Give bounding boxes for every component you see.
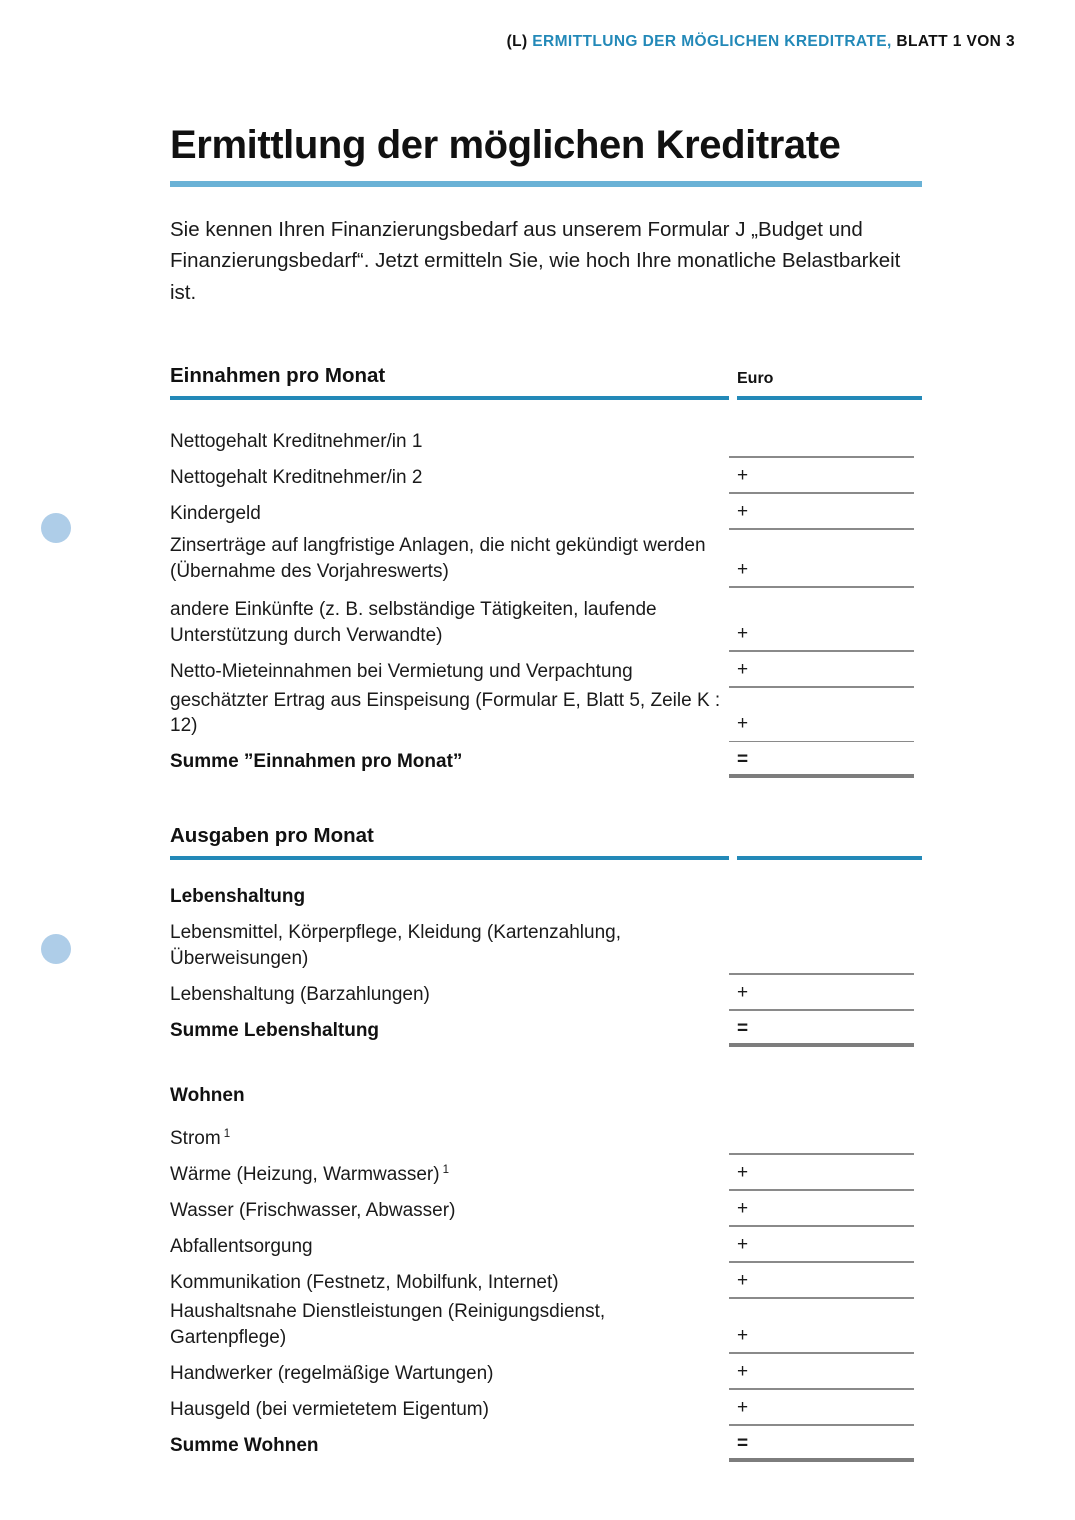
row-input-line[interactable] — [729, 973, 914, 975]
row-operator: + — [737, 558, 749, 580]
table-row — [170, 1155, 922, 1191]
row-input-line[interactable] — [729, 1424, 914, 1426]
row-operator: = — [737, 1432, 749, 1454]
row-label: Kindergeld — [170, 502, 261, 524]
row-value-field[interactable] — [729, 460, 922, 494]
row-input-line[interactable] — [729, 528, 914, 530]
income-section-rule — [170, 396, 922, 400]
row-input-line[interactable] — [729, 456, 914, 458]
table-row — [170, 652, 922, 688]
row-value-field[interactable] — [729, 744, 922, 778]
row-operator: + — [737, 1269, 749, 1291]
row-input-line[interactable] — [729, 650, 914, 652]
row-input-line[interactable] — [729, 586, 914, 588]
punch-hole-icon — [41, 513, 71, 543]
footnote-marker: 1 — [442, 1163, 449, 1176]
expense-group-lebenshaltung — [170, 882, 922, 1047]
row-operator: + — [737, 500, 749, 522]
row-value-field[interactable] — [729, 654, 922, 688]
row-label: Wasser (Frischwasser, Abwasser) — [170, 1200, 456, 1222]
row-input-line[interactable] — [729, 1225, 914, 1227]
row-label: Nettogehalt Kreditnehmer/in 2 — [170, 466, 423, 488]
row-input-line[interactable] — [729, 741, 914, 743]
row-value-field[interactable] — [729, 941, 922, 975]
table-row — [170, 458, 922, 494]
row-value-field[interactable] — [729, 496, 922, 530]
row-label: Nettogehalt Kreditnehmer/in 1 — [170, 430, 423, 452]
row-value-field[interactable] — [729, 1121, 922, 1155]
table-row — [170, 1354, 922, 1390]
row-label: Handwerker (regelmäßige Wartungen) — [170, 1362, 494, 1384]
row-label: Lebenshaltung (Barzahlungen) — [170, 984, 430, 1006]
table-row — [170, 688, 922, 743]
income-total-row — [170, 742, 922, 778]
row-label: Abfallentsorgung — [170, 1236, 313, 1258]
income-section-title: Einnahmen pro Monat — [170, 363, 386, 387]
expense-group-wohnen — [170, 1081, 922, 1462]
page-content — [170, 0, 922, 1462]
row-input-line[interactable] — [729, 1297, 914, 1299]
row-value-field[interactable] — [729, 708, 922, 742]
row-value-field[interactable] — [729, 1392, 922, 1426]
row-input-line[interactable] — [729, 1388, 914, 1390]
rule-left-segment — [170, 396, 729, 400]
table-row — [170, 1299, 922, 1354]
rule-left-segment — [170, 856, 729, 860]
row-input-line[interactable] — [729, 1009, 914, 1011]
row-label: Zinserträge auf langfristige Anlagen, die nicht gekündigt werden (Übernahme des Vorjahreswerts) — [170, 535, 706, 582]
row-value-field[interactable] — [729, 424, 922, 458]
expense-section-title: Ausgaben pro Monat — [170, 824, 374, 848]
table-row — [170, 920, 922, 975]
row-operator: + — [737, 464, 749, 486]
table-row — [170, 975, 922, 1011]
row-label-text: Strom — [170, 1128, 221, 1150]
row-label-text: Wärme (Heizung, Warmwasser) — [170, 1164, 440, 1186]
row-operator: + — [737, 1233, 749, 1255]
row-input-line[interactable] — [729, 1458, 914, 1462]
row-operator: + — [737, 1161, 749, 1183]
row-operator: = — [737, 749, 749, 771]
income-currency-header: Euro — [737, 369, 774, 387]
table-row — [170, 1263, 922, 1299]
row-label: Netto-Mieteinnahmen bei Vermietung und Verpachtung — [170, 660, 633, 682]
row-value-field[interactable] — [729, 1428, 922, 1462]
row-operator: + — [737, 1324, 749, 1346]
table-row — [170, 1227, 922, 1263]
row-label: Summe ”Einnahmen pro Monat” — [170, 751, 463, 773]
row-input-line[interactable] — [729, 492, 914, 494]
row-input-line[interactable] — [729, 1153, 914, 1155]
table-row — [170, 422, 922, 458]
row-value-field[interactable] — [729, 1356, 922, 1390]
row-value-field[interactable] — [729, 1013, 922, 1047]
row-label — [170, 1126, 729, 1155]
rule-gap — [729, 856, 737, 860]
row-value-field[interactable] — [729, 618, 922, 652]
income-section — [170, 364, 922, 779]
row-label: Haushaltsnahe Dienstleistungen (Reinigungsdienst, Gartenpflege) — [170, 1300, 606, 1348]
row-label: Summe Lebenshaltung — [170, 1020, 380, 1042]
row-input-line[interactable] — [729, 774, 914, 778]
expense-section — [170, 824, 922, 1461]
row-operator: + — [737, 622, 749, 644]
row-label: Hausgeld (bei vermietetem Eigentum) — [170, 1398, 489, 1420]
running-head-code: (L) — [506, 33, 528, 50]
row-label: geschätzter Ertrag aus Einspeisung (Formular E, Blatt 5, Zeile K : 12) — [170, 689, 721, 737]
row-input-line[interactable] — [729, 1043, 914, 1047]
expense-section-header — [170, 824, 922, 848]
rule-right-segment — [737, 396, 922, 400]
intro-paragraph: Sie kennen Ihren Finanzierungsbedarf aus unserem Formular J „Budget und Finanzierungsbedarf“. Jetzt ermitteln Sie, wie hoch Ihre monatliche Belastbarkeit ist. — [170, 218, 901, 304]
table-row — [170, 1191, 922, 1227]
row-input-line[interactable] — [729, 1352, 914, 1354]
rule-gap — [729, 396, 737, 400]
punch-hole-icon — [41, 934, 71, 964]
income-section-header — [170, 364, 922, 388]
row-value-field[interactable] — [729, 554, 922, 588]
group-title: Lebenshaltung — [170, 886, 306, 908]
rule-right-segment — [737, 856, 922, 860]
table-row — [170, 1119, 922, 1155]
row-operator: + — [737, 1396, 749, 1418]
row-value-field[interactable] — [729, 1193, 922, 1227]
table-row — [170, 530, 922, 588]
row-input-line[interactable] — [729, 1189, 914, 1191]
row-input-line[interactable] — [729, 686, 914, 688]
row-operator: = — [737, 1017, 749, 1039]
running-head-sheet: BLATT 1 VON 3 — [896, 33, 1015, 50]
row-value-field[interactable] — [729, 1229, 922, 1263]
running-head-title: ERMITTLUNG DER MÖGLICHEN KREDITRATE, — [532, 33, 892, 50]
row-label: Kommunikation (Festnetz, Mobilfunk, Internet) — [170, 1272, 559, 1294]
row-label — [170, 1162, 729, 1191]
row-value-field[interactable] — [729, 977, 922, 1011]
table-row — [170, 494, 922, 530]
footnote-marker: 1 — [223, 1127, 231, 1140]
row-value-field[interactable] — [729, 1157, 922, 1191]
row-value-field[interactable] — [729, 1265, 922, 1299]
row-operator: + — [737, 981, 749, 1003]
row-label: Summe Wohnen — [170, 1434, 319, 1456]
page-title: Ermittlung der möglichen Kreditrate — [170, 123, 841, 167]
table-row — [170, 1390, 922, 1426]
row-operator: + — [737, 658, 749, 680]
lebenshaltung-total-row — [170, 1011, 922, 1047]
group-title: Wohnen — [170, 1084, 245, 1106]
row-operator: + — [737, 1197, 749, 1219]
table-row — [170, 588, 922, 652]
row-operator: + — [737, 713, 749, 735]
row-input-line[interactable] — [729, 1261, 914, 1263]
expense-section-rule — [170, 856, 922, 860]
wohnen-total-row — [170, 1426, 922, 1462]
row-label: andere Einkünfte (z. B. selbständige Tätigkeiten, laufende Unterstützung durch Verwandte) — [170, 599, 657, 646]
row-operator: + — [737, 1360, 749, 1382]
row-value-field[interactable] — [729, 1320, 922, 1354]
row-label: Lebensmittel, Körperpflege, Kleidung (Kartenzahlung, Überweisungen) — [170, 922, 622, 970]
